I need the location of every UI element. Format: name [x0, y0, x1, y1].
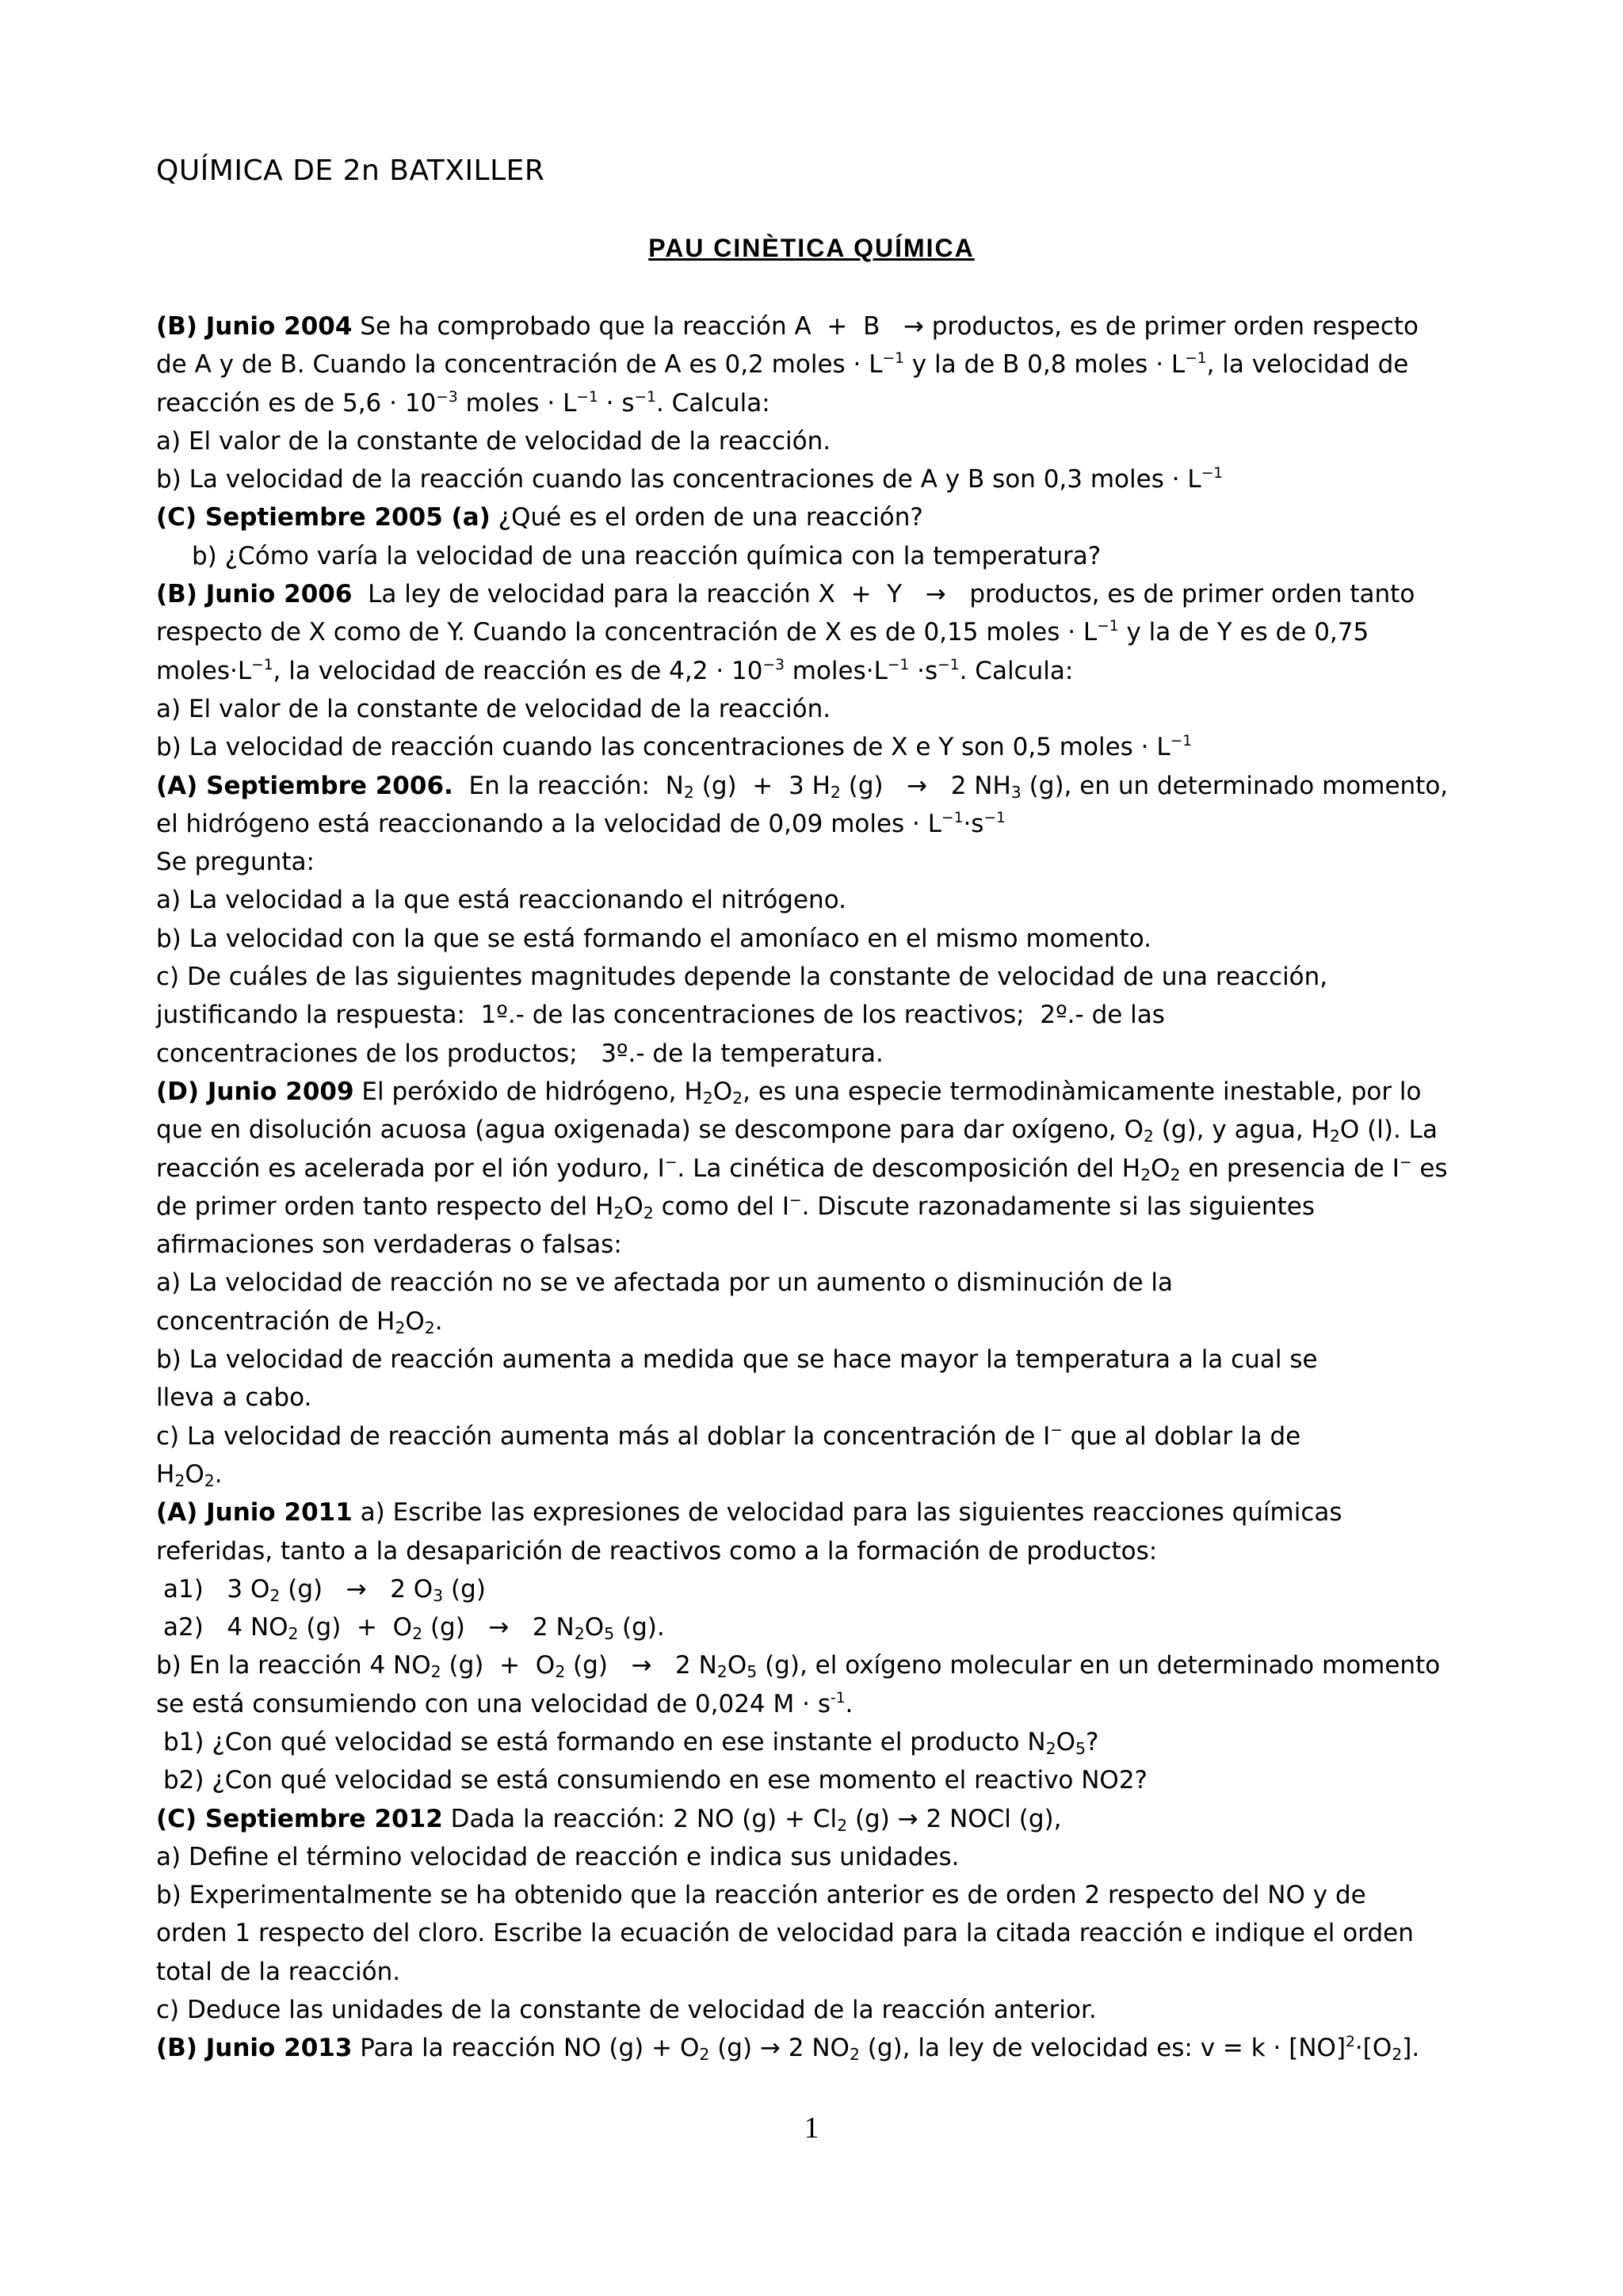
text-line: (C) Septiembre 2012 Dada la reacción: 2 NO $(g) + Cl_2$ (g) → 2 NOCl (g), [156, 1804, 1062, 1835]
text-line: b) La velocidad con la que se está formando el amoníaco en el mismo momento. [156, 924, 1151, 953]
text-line: b) ¿Cómo varía la velocidad de una reacción química con la temperatura? [192, 541, 1102, 570]
text-line: referidas, tanto a la desaparición de reactivos como a la formación de productos: [156, 1536, 1158, 1566]
text-line: (B) Junio 2013 Para la reacción NO $(g) + O_2$ (g) → 2 $NO_2$ (g), la ley de velocidad es: $v = k \cdot [NO]^2\cdot[O_2]$. [156, 2034, 1420, 2065]
text-line: justificando la respuesta: 1º.- de las concentraciones de los reactivos; 2º.- de las [156, 1001, 1165, 1030]
text-line: total de la reacción. [156, 1957, 401, 1986]
text-line: b) La velocidad de reacción aumenta a medida que se hace mayor la temperatura a la cual se [156, 1345, 1318, 1375]
text-line: (A) Septiembre 2006. En la reacción: $N_2$ (g) + 3 $H_2$ (g) → 2 $NH_3$ (g), en un determinado momento, [156, 771, 1449, 802]
text-line: a) La velocidad a la que está reaccionando el nitrógeno. [156, 886, 846, 915]
text-line: (D) Junio 2009 El peróxido de hidrógeno, $H_2O_2$, es una especie termodinàmicamente inestable, por lo [156, 1077, 1422, 1108]
text-line: (A) Junio 2011 a) Escribe las expresiones de velocidad para las siguientes reacciones químicas [156, 1498, 1342, 1527]
text-line: se está consumiendo con una velocidad de 0,024 $M \cdot s^{-1}$. [156, 1689, 854, 1718]
text-line: b) La velocidad de la reacción cuando las concentraciones de A y B son 0,3 moles · $L^{-1}$ [156, 465, 1224, 494]
text-line: $H_2O_2$. [156, 1459, 223, 1491]
text-line: (C) Septiembre 2005 (a) ¿Qué es el orden de una reacción? [156, 503, 923, 532]
text-line: a) El valor de la constante de velocidad de la reacción. [156, 694, 831, 723]
text-line: afirmaciones son verdaderas o falsas: [156, 1230, 622, 1260]
text-line: el hidrógeno está reaccionando a la velocidad de 0,09 moles · $L^{-1}\cdot s^{-1}$ [156, 809, 1006, 838]
text-line: b1) ¿Con qué velocidad se está formando en ese instante el producto $N_2O_5$? [163, 1727, 1099, 1759]
text-line: respecto de X como de Y. Cuando la concentración de X es de 0,15 moles · $L^{-1}$ y la de Y es de 0,75 [156, 618, 1369, 647]
text-line: orden 1 respecto del cloro. Escribe la ecuación de velocidad para la citada reacción e indique el orden [156, 1919, 1414, 1948]
text-line: a1) 3 $O_2$ (g) → 2 $O_3$ (g) [163, 1574, 486, 1605]
text-line: $moles\cdot L^{-1}$, la velocidad de reacción es de $4,2 \cdot 10^{-3}$ $moles\cdot L^{-1} \cdot s^{-1}$. Calcula: [156, 656, 1074, 685]
course-header: QUÍMICA DE 2n BATXILLER [156, 154, 545, 187]
text-line: (B) Junio 2006 La ley de velocidad para la reacción X + Y → productos, es de primer orden tanto [156, 580, 1415, 609]
text-line: c) La velocidad de reacción aumenta más al doblar la concentración de I− que al doblar la de [156, 1421, 1301, 1451]
text-line: a) Define el término velocidad de reacción e indica sus unidades. [156, 1842, 960, 1871]
text-line: de primer orden tanto respecto del $H_2O_2$ como del I−. Discute razonadamente si las siguientes [156, 1192, 1316, 1222]
text-line: reacción es acelerada por el ión yoduro, I−. La cinética de descomposición del $H_2O_2$ en presencia de I− es [156, 1154, 1448, 1184]
problem-list [156, 307, 1487, 2068]
page-title: PAU CINÈTICA QUÍMICA [648, 234, 975, 262]
text-line: que en disolución acuosa (agua oxigenada) se descompone para dar oxígeno, $O_2$ (g), y agua, $H_2O$ (l). La [156, 1116, 1438, 1146]
text-line: concentraciones de los productos; 3º.- de la temperatura. [156, 1039, 884, 1068]
text-line: (B) Junio 2004 Se ha comprobado que la reacción A + B → productos, es de primer orden respecto [156, 312, 1419, 341]
text-line: concentración de $H_2O_2$. [156, 1306, 443, 1337]
text-line: a2) 4 $NO_2$ $(g) + O_2$ (g) → 2 $N_2O_5$ (g). [163, 1613, 665, 1644]
text-line: reacción es de $5,6 \cdot 10^{-3}$ moles · $L^{-1} \cdot s^{-1}$. Calcula: [156, 388, 770, 418]
text-line: a) La velocidad de reacción no se ve afectada por un aumento o disminución de la [156, 1268, 1173, 1298]
text-line: Se pregunta: [156, 848, 315, 877]
text-line: a) El valor de la constante de velocidad de la reacción. [156, 426, 831, 456]
text-line: b) En la reacción 4 $NO_2$ $(g) + O_2$ (g) → 2 $N_2O_5$ (g), el oxígeno molecular en un determinado momento [156, 1651, 1441, 1682]
text-line: c) De cuáles de las siguientes magnitudes depende la constante de velocidad de una reacción, [156, 963, 1328, 992]
text-line: b) La velocidad de reacción cuando las concentraciones de X e Y son 0,5 moles · $L^{-1}$ [156, 733, 1193, 762]
page-number: 1 [804, 2111, 819, 2145]
text-line: b2) ¿Con qué velocidad se está consumiendo en ese momento el reactivo NO2? [163, 1766, 1148, 1795]
text-line: de A y de B. Cuando la concentración de A es 0,2 moles · $L^{-1}$ y la de B 0,8 moles · $L^{-1}$, la velocidad de [156, 350, 1409, 379]
text-line: b) Experimentalmente se ha obtenido que la reacción anterior es de orden 2 respecto del NO y de [156, 1881, 1366, 1910]
text-line: lleva a cabo. [156, 1383, 312, 1413]
text-line: c) Deduce las unidades de la constante de velocidad de la reacción anterior. [156, 1996, 1097, 2025]
